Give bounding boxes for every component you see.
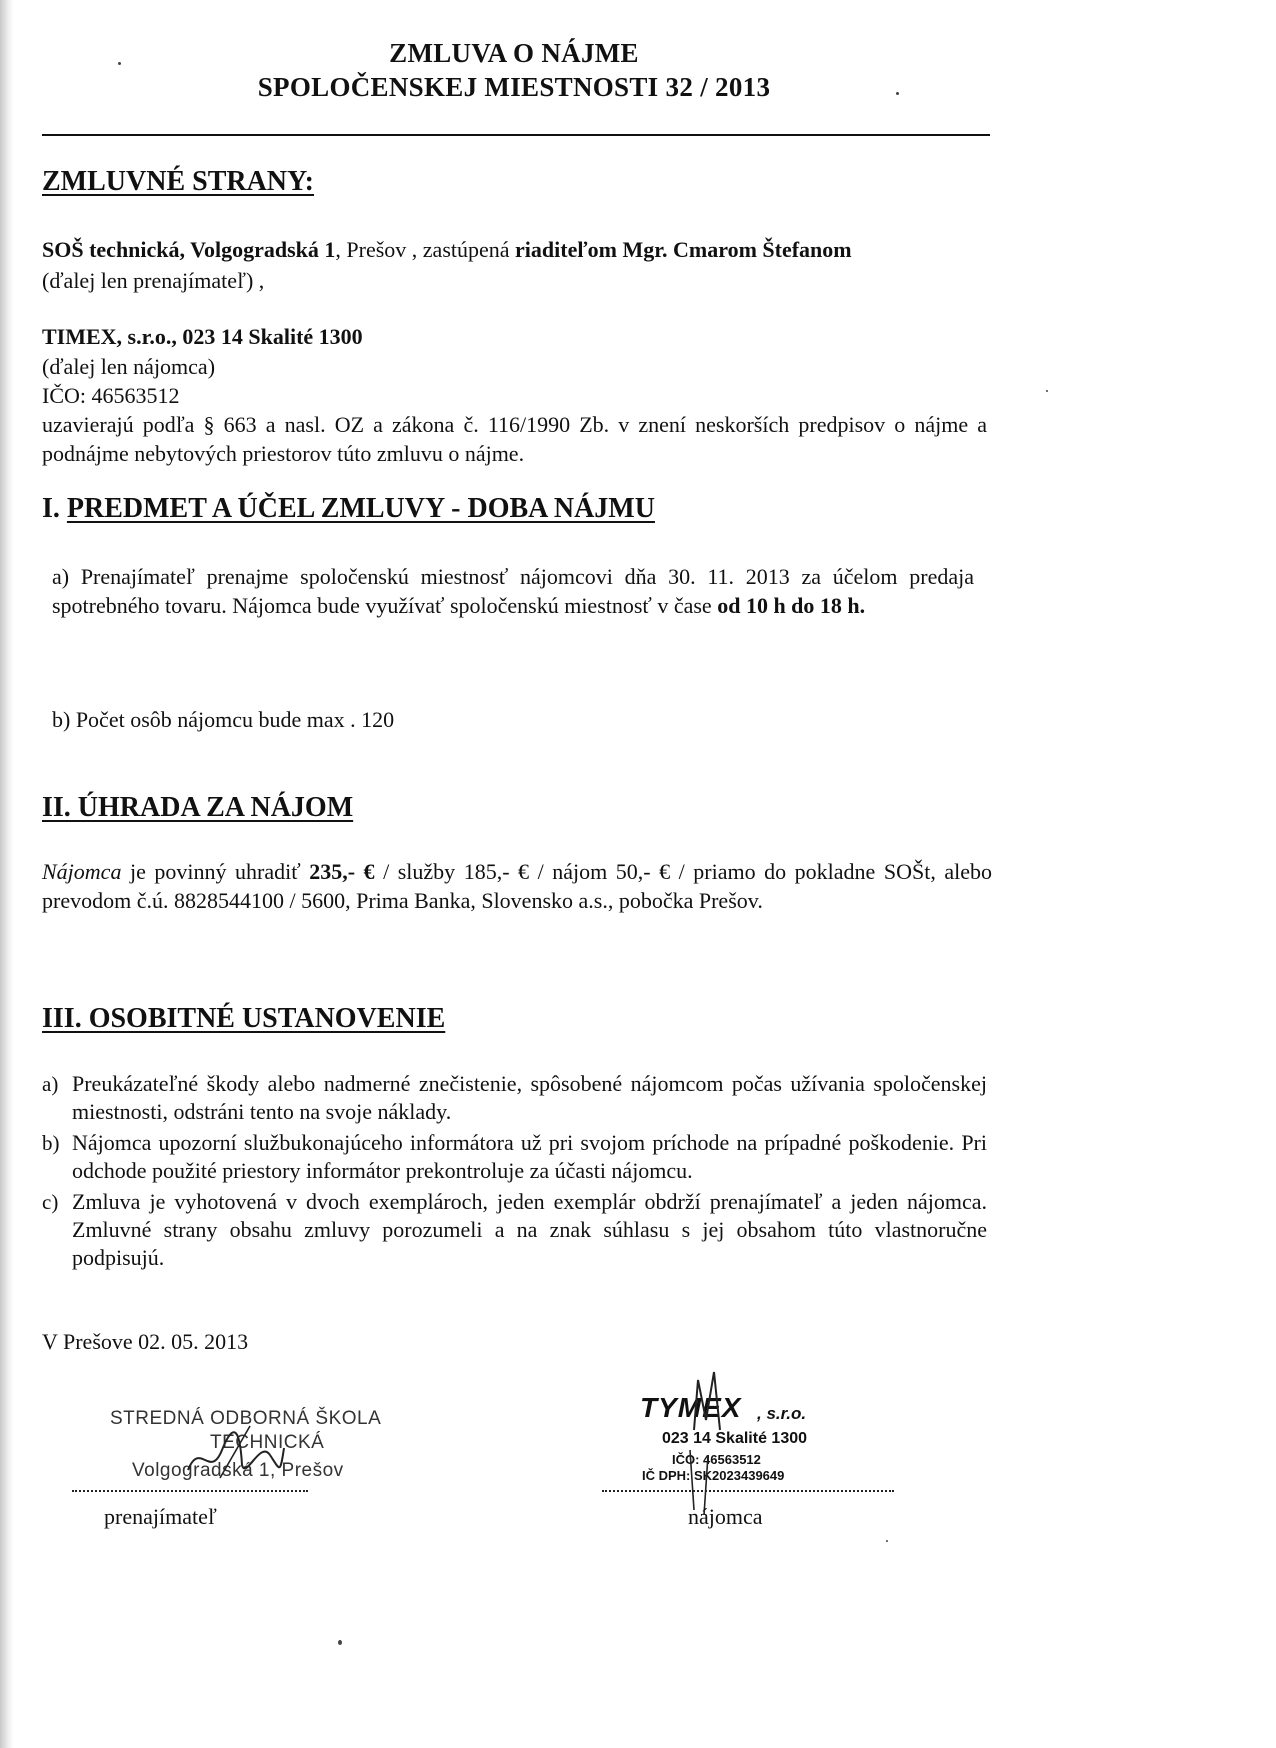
landlord-role: (ďalej len prenajímateľ) ,: [42, 268, 265, 293]
section1-heading: [42, 493, 655, 525]
section3-marker-b: b): [42, 1131, 60, 1155]
scan-speck: [886, 1540, 888, 1542]
place-and-date: V Prešove 02. 05. 2013: [42, 1329, 249, 1354]
scan-speck: [118, 62, 121, 65]
tenant-name-text: TIMEX, s.r.o., 023 14 Skalité 1300: [42, 324, 363, 349]
document-title-line1: ZMLUVA O NÁJME: [389, 38, 639, 68]
document-title-line2: SPOLOČENSKEJ MIESTNOSTI 32 / 2013: [257, 72, 771, 102]
landlord-line: [42, 235, 1002, 264]
scan-speck: [1046, 390, 1048, 392]
tenant-ico: IČO: 46563512: [42, 383, 180, 408]
tenant-label: nájomca: [688, 1504, 763, 1529]
tenant-role: (ďalej len nájomca): [42, 354, 216, 379]
section1-a-text: a) Prenajímateľ prenajme spoločenskú miestnosť nájomcovi dňa 30. 11. 2013 za účelom predaja spotrebného tovaru. Nájomca bude využívať spoločenskú miestnosť v čase: [52, 564, 974, 618]
tenant-signature: [680, 1360, 760, 1520]
school-stamp-line1: STREDNÁ ODBORNÁ ŠKOLA: [110, 1408, 382, 1429]
tenant-signature-line: [602, 1490, 894, 1492]
section2-heading: II. ÚHRADA ZA NÁJOM: [42, 792, 354, 823]
tenant-stamp-address: 023 14 Skalité 1300: [662, 1430, 808, 1447]
section2-amount: 235,- €: [309, 859, 375, 884]
section3-marker-c: c): [42, 1190, 59, 1214]
section1-prefix: I.: [42, 493, 60, 524]
section1-item-b: b) Počet osôb nájomcu bude max . 120: [52, 707, 395, 732]
landlord-sep: , Prešov , zastúpená: [335, 237, 516, 262]
tenant-stamp-dic: IČ DPH: SK2023439649: [642, 1468, 785, 1483]
section3-item-a: Preukázateľné škody alebo nadmerné znečistenie, spôsobené nájomcom počas užívania spoločenskej miestnosti, odstráni tento na svoje náklady.: [72, 1071, 987, 1124]
section3-marker-a: a): [42, 1072, 59, 1096]
section1-a-hours: od 10 h do 18 h.: [717, 593, 866, 618]
landlord-representative: riaditeľom Mgr. Cmarom Štefanom: [515, 237, 852, 262]
section2-payment: [42, 857, 992, 915]
tenant-stamp-logo: TYMEX: [640, 1392, 742, 1423]
scan-speck: [896, 92, 899, 95]
section3-item-c: Zmluva je vyhotovená v dvoch exemplároch, jeden exemplár obdrží prenajímateľ a jeden nájomca. Zmluvné strany obsahu zmluvy porozumeli a na znak súhlasu s jej obsahom túto vlastnoručne podpisujú.: [72, 1189, 987, 1270]
section1-title: PREDMET A ÚČEL ZMLUVY - DOBA NÁJMU: [66, 493, 655, 524]
legal-basis: uzavierajú podľa § 663 a nasl. OZ a zákona č. 116/1990 Zb. v znení neskorších predpisov o nájme a podnájme nebytových priestorov túto zmluvu o nájme.: [42, 412, 987, 466]
landlord-name: SOŠ technická, Volgogradská 1: [42, 237, 336, 262]
landlord-label: prenajímateľ: [104, 1504, 217, 1529]
title-divider: [42, 134, 990, 136]
section3-heading: III. OSOBITNÉ USTANOVENIE: [42, 1003, 446, 1034]
tenant-stamp-suffix: , s.r.o.: [757, 1404, 807, 1423]
parties-heading: ZMLUVNÉ STRANY:: [42, 166, 315, 197]
landlord-signature: [180, 1420, 290, 1490]
section3-item-b: Nájomca upozorní službukonajúceho informátora už pri svojom príchode na prípadné poškodenie. Pri odchode použité priestory informátor prekontroluje za účasti nájomcu.: [72, 1130, 987, 1183]
tenant-name: [42, 322, 363, 351]
section2-text-after: / služby 185,- € / nájom 50,- € / priamo do pokladne SOŠt, alebo prevodom č.ú. 8828544100 / 5600, Prima Banka, Slovensko a.s., pobočka Prešov.: [42, 859, 992, 913]
scan-speck: [338, 1640, 342, 1645]
landlord-signature-line: [72, 1490, 308, 1492]
school-stamp-line3: Volgogradská 1, Prešov: [132, 1460, 344, 1481]
section2-text-before: je povinný uhradiť: [121, 859, 310, 884]
tenant-stamp-ico: IČO: 46563512: [672, 1452, 761, 1467]
school-stamp-line2: TECHNICKÁ: [210, 1432, 325, 1453]
section2-tenant-word: Nájomca: [42, 859, 122, 884]
section1-item-a: [52, 562, 974, 620]
